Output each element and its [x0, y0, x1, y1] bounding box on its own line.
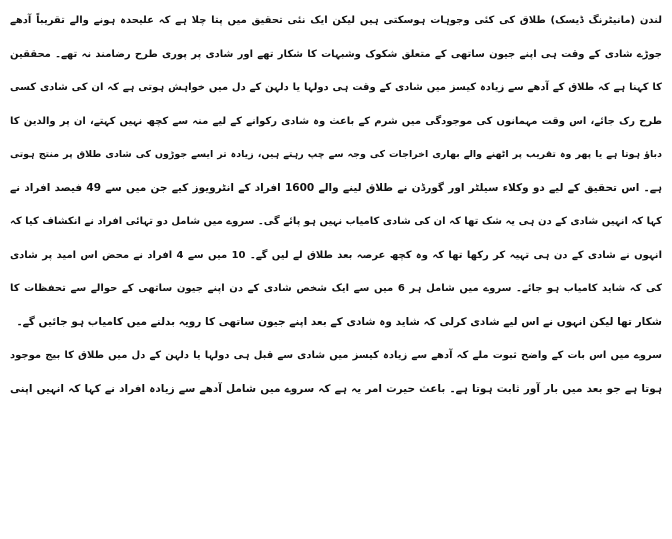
article-line-5: دباؤ ہوتا ہے یا پھر وہ تقریب پر اٹھنے والے بھاری اخراجات کی وجہ سے چپ رہتے ہیں، زیادہ تر ایسے جوڑوں کی شادی طلاق پر منتج ہوتی — [10, 149, 662, 160]
article-line-7: کہا کہ انہیں شادی کے دن ہی یہ شک تھا کہ ان کی شادی کامیاب نہیں ہو پائے گی۔ سروے میں شامل دو تہائی افراد نے انکشاف کیا کہ — [10, 216, 662, 227]
article-line-3: کا کہنا ہے کہ طلاق کے آدھے سے زیادہ کیسز میں شادی کے وقت ہی دولہا یا دلہن کے دل میں خواہش ہوتی ہے کہ ان کی شادی کسی — [10, 82, 662, 93]
article-line-6: ہے۔ اس تحقیق کے لیے دو وکلاء سیلٹر اور گورڈن نے طلاق لینے والے 1600 افراد کے انٹرویوز کیے جن میں سے 49 فیصد افراد نے — [10, 181, 662, 194]
article-line-4: طرح رک جائے، اس وقت مہمانوں کی موجودگی میں شرم کے باعث وہ شادی رکوانے کے لیے منہ سے کچھ نہیں کہتے، ان پر والدین کا — [10, 115, 662, 127]
article-line-10: شکار تھا لیکن انہوں نے اس لیے شادی کرلی کہ شاید وہ شادی کے بعد اپنے جیون ساتھی کا رویہ بدلنے میں کامیاب ہو جائیں گے۔ — [16, 315, 662, 328]
article-line-1: لندن (مانیٹرنگ ڈیسک) طلاق کی کئی وجوہات ہوسکتی ہیں لیکن ایک نئی تحقیق میں پتا چلا ہے کہ علیحدہ ہونے والے تقریباً آدھے — [10, 15, 662, 26]
article-line-9: کی کہ شاید کامیاب ہو جائے۔ سروے میں شامل ہر 6 میں سے ایک شخص شادی کے دن اپنے جیون ساتھی کے حوالے سے تحفظات کا — [10, 283, 662, 294]
article-line-2: جوڑے شادی کے وقت ہی اپنے جیون ساتھی کے متعلق شکوک وشبہات کا شکار تھے اور شادی پر پوری طرح رضامند نہ تھے۔ محققین — [10, 48, 662, 60]
article-line-12: ہوتا ہے جو بعد میں بار آور ثابت ہوتا ہے۔ باعث حیرت امر یہ ہے کہ سروے میں شامل آدھے سے زیادہ افراد نے کہا کہ انہیں اپنی — [10, 382, 662, 395]
article-line-11: سروے میں اس بات کے واضح ثبوت ملے کہ آدھے سے زیادہ کیسز میں شادی سے قبل ہی دولہا یا دلہن کے دل میں طلاق کا بیج موجود — [10, 350, 662, 361]
article-line-8: انہوں نے شادی کے دن ہی تہیہ کر رکھا تھا کہ وہ کچھ عرصہ بعد طلاق لے لیں گے۔ 10 میں سے 4 افراد نے محض اس امید پر شادی — [10, 249, 662, 261]
